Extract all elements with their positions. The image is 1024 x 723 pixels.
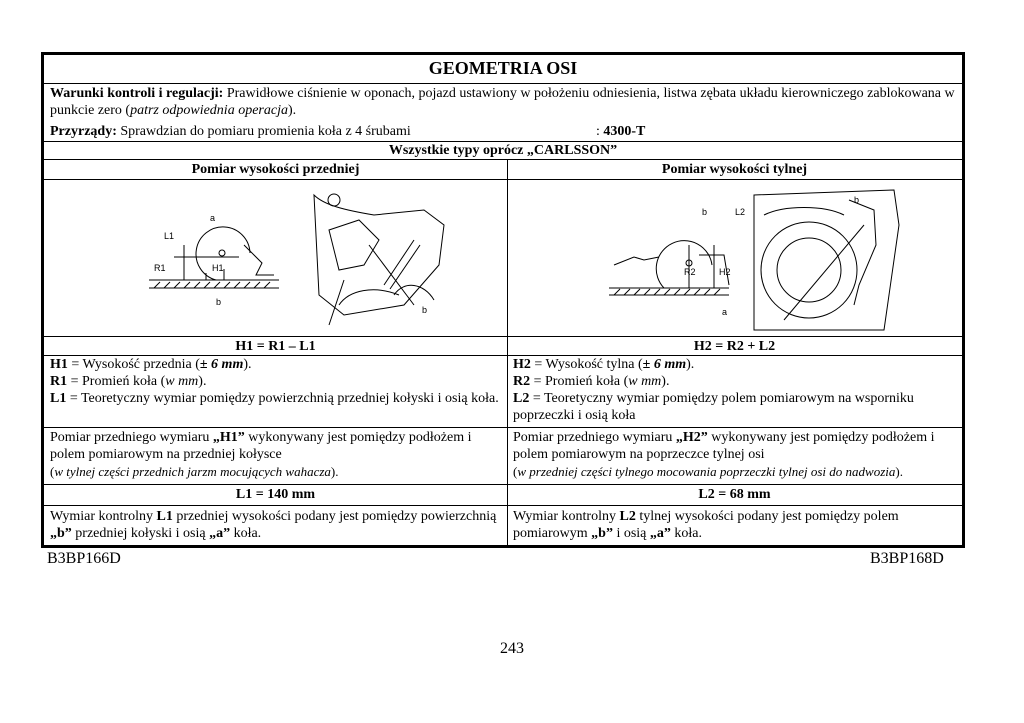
conditions-label: Warunki kontroli i regulacji: bbox=[50, 86, 224, 101]
end: ). bbox=[686, 357, 695, 372]
txt: = Teoretyczny wymiar pomiędzy powierzchnią przedniej kołyski i osią koła. bbox=[66, 391, 499, 406]
label-L1: L1 bbox=[164, 231, 175, 241]
txt: koła. bbox=[230, 526, 262, 541]
tools-text bbox=[44, 123, 962, 140]
txt: Pomiar przedniego wymiaru bbox=[50, 430, 213, 445]
page-title: GEOMETRIA OSI bbox=[428, 58, 578, 78]
paren: ( bbox=[513, 464, 518, 479]
end: ). bbox=[661, 374, 670, 389]
txt: i osią bbox=[612, 526, 650, 541]
sym: L2 bbox=[619, 509, 636, 524]
sym: L2 bbox=[513, 391, 530, 406]
right-definitions bbox=[507, 356, 962, 424]
sym: „H1” bbox=[212, 430, 245, 445]
txt: = Promień koła ( bbox=[67, 374, 166, 389]
paren: ). bbox=[895, 464, 903, 479]
label-H1: H1 bbox=[212, 263, 224, 273]
sym: L1 bbox=[156, 509, 173, 524]
note: w przedniej części tylnego mocowania poprzeczki tylnej osi do nadwozia bbox=[517, 464, 896, 479]
note: w tylnej części przednich jarzm mocujących wahacza bbox=[54, 464, 331, 479]
label-H2: H2 bbox=[719, 267, 731, 277]
front-height-figure bbox=[144, 185, 454, 335]
txt: = Promień koła ( bbox=[530, 374, 629, 389]
txt: Wymiar kontrolny bbox=[513, 509, 620, 524]
label-a: a bbox=[722, 307, 728, 317]
def-r1 bbox=[50, 373, 501, 390]
document-table bbox=[41, 52, 965, 548]
tools-code-value: 4300-T bbox=[603, 124, 646, 139]
left-definitions bbox=[44, 356, 507, 407]
divider bbox=[44, 179, 962, 180]
label-b: b bbox=[216, 297, 222, 307]
sym: „b” bbox=[50, 526, 72, 541]
txt: = Wysokość przednia ( bbox=[67, 357, 200, 372]
label-b-photo: b bbox=[854, 195, 860, 205]
right-measure-text bbox=[507, 429, 962, 480]
txt: wykonywany jest pomiędzy podłożem i polem pomiarowym na poprzeczce tylnej osi bbox=[513, 430, 935, 462]
def-l1 bbox=[50, 390, 501, 407]
end: ). bbox=[243, 357, 252, 372]
conditions-text bbox=[44, 85, 962, 119]
all-types-heading: Wszystkie typy oprócz „CARLSSON” bbox=[388, 143, 618, 158]
right-column-header: Pomiar wysokości tylnej bbox=[661, 162, 808, 177]
label-b: b bbox=[702, 207, 708, 217]
label-b-photo: b bbox=[422, 305, 428, 315]
txt: przedniej wysokości podany jest pomiędzy powierzchnią bbox=[172, 509, 497, 524]
divider bbox=[44, 505, 962, 506]
tools-body: Sprawdzian do pomiaru promienia koła z 4 śrubami bbox=[116, 124, 411, 139]
divider bbox=[44, 83, 962, 84]
column-divider bbox=[507, 159, 508, 545]
right-control-text bbox=[507, 508, 962, 542]
right-figure-code: B3BP168D bbox=[870, 550, 944, 567]
txt: przedniej kołyski i osią bbox=[71, 526, 210, 541]
unit: w mm bbox=[628, 374, 662, 389]
conditions-body: Prawidłowe ciśnienie w oponach, pojazd ustawiony w położeniu odniesienia, listwa zębata układu kierowniczego zablokowana w punkcie zero ( bbox=[50, 86, 955, 118]
tolerance: ± 6 mm bbox=[199, 357, 244, 372]
def-h2 bbox=[513, 356, 956, 373]
def-r2 bbox=[513, 373, 956, 390]
divider bbox=[44, 159, 962, 160]
txt: Pomiar przedniego wymiaru bbox=[513, 430, 676, 445]
left-column-header: Pomiar wysokości przedniej bbox=[191, 162, 360, 177]
end: ). bbox=[198, 374, 207, 389]
measure-note bbox=[50, 463, 501, 480]
rear-height-figure bbox=[604, 185, 904, 335]
sym: H1 bbox=[50, 357, 68, 372]
tools-label: Przyrządy: bbox=[50, 124, 117, 139]
label-R2: R2 bbox=[684, 267, 696, 277]
paren: ). bbox=[330, 464, 339, 479]
unit: w mm bbox=[165, 374, 199, 389]
sym: R2 bbox=[513, 374, 531, 389]
txt: = Wysokość tylna ( bbox=[530, 357, 643, 372]
sym: „b” bbox=[591, 526, 613, 541]
label-R1: R1 bbox=[154, 263, 166, 273]
sym: „a” bbox=[649, 526, 671, 541]
conditions-end: ). bbox=[287, 103, 297, 118]
label-L2: L2 bbox=[735, 207, 746, 217]
left-figure-code: B3BP166D bbox=[47, 550, 121, 567]
sym: R1 bbox=[50, 374, 68, 389]
txt: = Teoretyczny wymiar pomiędzy polem pomiarowym na wsporniku poprzeczki i osią koła bbox=[513, 391, 914, 423]
divider bbox=[44, 484, 962, 485]
right-value: L2 = 68 mm bbox=[698, 487, 771, 502]
left-formula: H1 = R1 – L1 bbox=[235, 339, 316, 354]
conditions-ref: patrz odpowiednia operacja bbox=[130, 103, 288, 118]
left-control-text bbox=[44, 508, 507, 542]
tools-code bbox=[596, 123, 645, 140]
def-l2 bbox=[513, 390, 956, 424]
left-measure-text bbox=[44, 429, 507, 480]
txt: Wymiar kontrolny bbox=[50, 509, 157, 524]
page-number: 243 bbox=[500, 640, 524, 657]
txt: koła. bbox=[670, 526, 703, 541]
label-a: a bbox=[210, 213, 216, 223]
sym: „a” bbox=[209, 526, 231, 541]
measure-note bbox=[513, 463, 956, 480]
divider bbox=[44, 141, 962, 142]
left-value: L1 = 140 mm bbox=[235, 487, 316, 502]
right-formula: H2 = R2 + L2 bbox=[693, 339, 776, 354]
sym: H2 bbox=[513, 357, 531, 372]
txt: tylnej wysokości podany jest pomiędzy polem pomiarowym bbox=[513, 509, 899, 541]
tolerance: ± 6 mm bbox=[642, 357, 687, 372]
sym: L1 bbox=[50, 391, 67, 406]
paren: ( bbox=[50, 464, 55, 479]
divider bbox=[44, 336, 962, 337]
txt: wykonywany jest pomiędzy podłożem i polem pomiarowym na przedniej kołysce bbox=[50, 430, 472, 462]
sym: „H2” bbox=[675, 430, 708, 445]
tools-code-prefix: : bbox=[596, 124, 604, 139]
divider bbox=[44, 427, 962, 428]
def-h1 bbox=[50, 356, 501, 373]
